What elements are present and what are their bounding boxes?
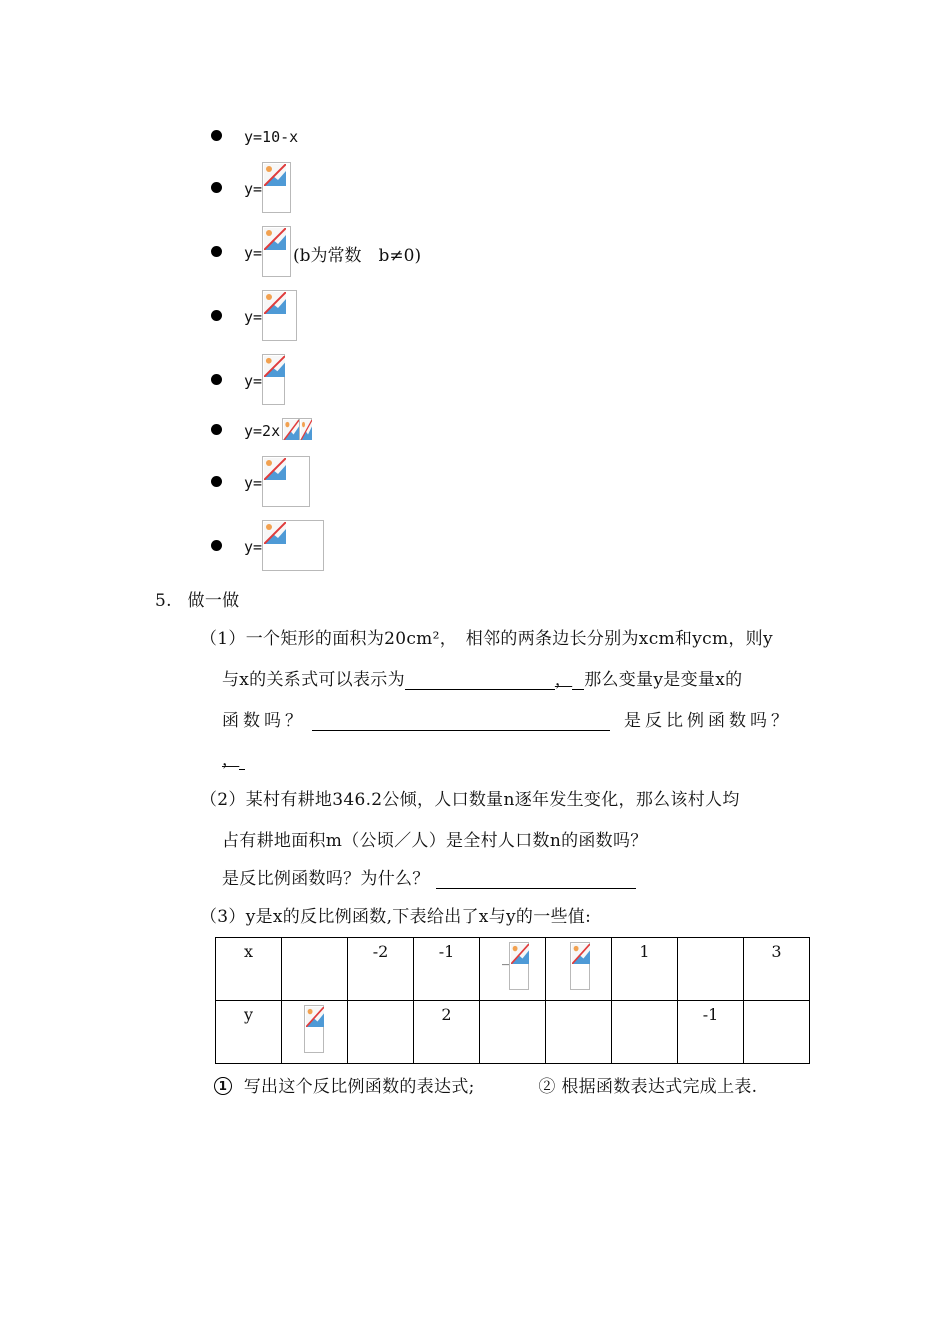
table-cell: -2 <box>348 938 414 1001</box>
q1-text: 是反比例函数吗？ <box>624 711 792 731</box>
broken-image-icon <box>262 354 285 405</box>
answer-blank[interactable] <box>312 712 610 731</box>
formula-8: y= <box>244 538 263 556</box>
answer-blank[interactable] <box>436 870 636 889</box>
formula-1: y=10-x <box>244 128 299 146</box>
table-cell[interactable] <box>480 1001 546 1064</box>
q1-comma: ， <box>554 670 573 690</box>
q2-text: 是反比例函数吗？为什么？ <box>222 869 430 889</box>
circled-number: 1 <box>214 1077 232 1095</box>
table-cell-image <box>282 1001 348 1064</box>
bullet-icon <box>211 246 222 257</box>
broken-image-icon <box>262 290 297 341</box>
instruction-1: 写出这个反比例函数的表达式; <box>243 1077 475 1097</box>
bullet-icon <box>211 310 222 321</box>
table-cell: -1 <box>414 938 480 1001</box>
answer-blank[interactable] <box>405 671 555 690</box>
q3-line-1: （3）y是x的反比例函数,下表给出了x与y的一些值: <box>200 907 592 927</box>
q1-line-4 <box>222 745 245 770</box>
table-cell[interactable] <box>678 938 744 1001</box>
formula-3: y= <box>244 244 263 262</box>
table-cell: 2 <box>414 1001 480 1064</box>
bullet-icon <box>211 540 222 551</box>
bullet-icon <box>211 374 222 385</box>
table-cell[interactable] <box>744 1001 810 1064</box>
bullet-icon <box>211 130 222 141</box>
formula-5: y= <box>244 372 263 390</box>
values-table <box>215 937 810 1064</box>
section-heading <box>155 586 239 611</box>
broken-image-icon <box>262 456 310 507</box>
table-cell: x <box>216 938 282 1001</box>
formula-note: (b为常数 b≠0) <box>293 246 422 266</box>
bullet-icon <box>211 424 222 435</box>
q2-line-3 <box>222 864 636 889</box>
q1-comma: ， <box>222 750 240 770</box>
table-cell: 3 <box>744 938 810 1001</box>
q2-line-1: （2）某村有耕地346.2公倾，人口数量n逐年发生变化，那么该村人均 <box>200 790 740 810</box>
bullet-icon <box>211 182 222 193</box>
q1-line-2 <box>222 665 742 690</box>
table-cell: y <box>216 1001 282 1064</box>
instruction-2: ② 根据函数表达式完成上表. <box>538 1077 758 1097</box>
table-cell[interactable] <box>612 1001 678 1064</box>
answer-blank[interactable] <box>572 671 584 690</box>
broken-image-icon <box>304 1005 324 1053</box>
formula-6: y=2x <box>244 422 281 440</box>
bullet-icon <box>211 476 222 487</box>
broken-image-icon <box>262 162 291 213</box>
q1-text: 与x的关系式可以表示为 <box>222 670 405 690</box>
section-title: 做一做 <box>187 591 240 611</box>
broken-image-icon <box>262 226 291 277</box>
table-row-x <box>216 938 810 1001</box>
broken-image-icon <box>299 418 312 440</box>
broken-image-icon <box>282 418 299 440</box>
broken-image-icon <box>262 520 324 571</box>
table-cell[interactable] <box>282 938 348 1001</box>
broken-image-icon <box>570 942 590 990</box>
formula-2: y= <box>244 180 263 198</box>
table-cell[interactable] <box>348 1001 414 1064</box>
formula-4: y= <box>244 308 263 326</box>
section-number: 5. <box>155 591 172 611</box>
q1-text: 那么变量y是变量x的 <box>584 670 743 690</box>
q1-text: 函数吗？ <box>222 711 306 731</box>
q2-line-2: 占有耕地面积m（公顷／人）是全村人口数n的函数吗？ <box>222 831 648 851</box>
table-cell: -1 <box>678 1001 744 1064</box>
broken-image-icon <box>509 942 529 990</box>
table-cell-image <box>480 938 546 1001</box>
answer-blank[interactable] <box>239 751 245 770</box>
table-cell-image <box>546 938 612 1001</box>
q1-line-3 <box>222 706 792 731</box>
table-cell: 1 <box>612 938 678 1001</box>
table-cell[interactable] <box>546 1001 612 1064</box>
table-row-y <box>216 1001 810 1064</box>
q3-instructions <box>214 1072 757 1097</box>
minus-mark: _ <box>502 950 509 966</box>
formula-7: y= <box>244 474 263 492</box>
q1-line-1: （1）一个矩形的面积为20cm²， 相邻的两条边长分别为xcm和ycm，则y <box>200 629 773 649</box>
